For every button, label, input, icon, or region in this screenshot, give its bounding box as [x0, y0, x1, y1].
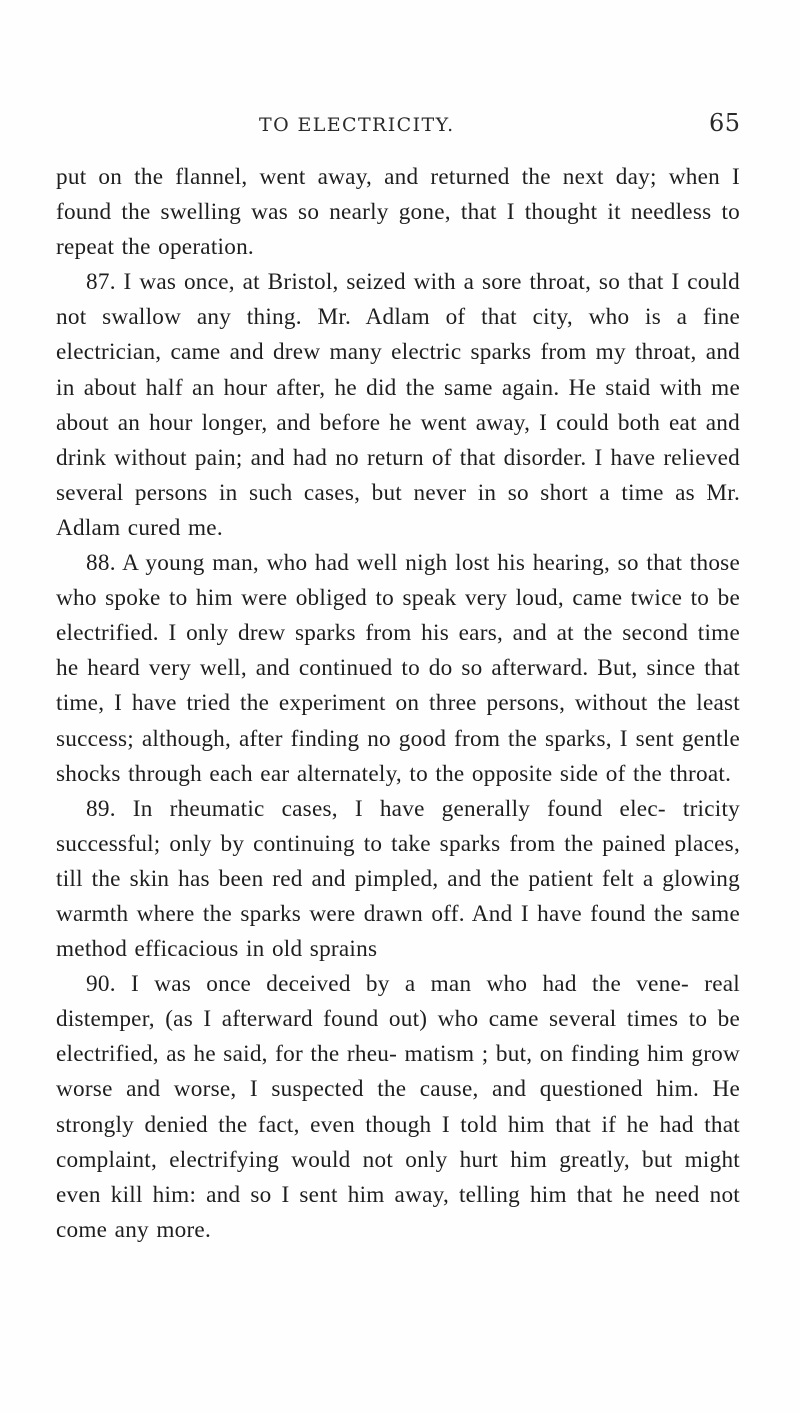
page-number: 65	[709, 109, 741, 137]
paragraph-90: 90. I was once deceived by a man who had the vene- real distemper, (as I afterward found out) who came several times to be electrified, as he said, for the rheu- matism ; but, on finding him grow worse and worse, I suspected the cause, and questioned him. He strongly denied the fact, even though I told him that if he had that complaint, electrifying would not only hurt him greatly, but might even kill him: and so I sent him away, telling him that he need not come any more.	[56, 971, 741, 1243]
paragraph-89: 89. In rheumatic cases, I have generally found elec- tricity successful; only by continuing to take sparks from the pained places, till the skin has been red and pimpled, and the patient felt a glowing warmth where the sparks were drawn off. And I have found the same method efficacious in old sprains	[56, 795, 740, 963]
body-text	[56, 160, 740, 1248]
running-head-title: TO ELECTRICITY.	[259, 114, 455, 136]
running-head	[0, 109, 800, 146]
paragraph-87: 87. I was once, at Bristol, seized with a sore throat, so that I could not swallow any thing. Mr. Adlam of that city, who is a fine electrician, came and drew many electric sparks from my throat, and in about half an hour after, he did the same again. He staid with me about an hour longer, and before he went away, I could both eat and drink without pain; and had no return of that disorder. I have relieved several persons in such cases, but never in so short a time as Mr. Adlam cured me.	[56, 269, 740, 541]
paragraph-88: 88. A young man, who had well nigh lost his hearing, so that those who spoke to him were obliged to speak very loud, came twice to be electrified. I only drew sparks from his ears, and at the second time he heard very well, and continued to do so afterward. But, since that time, I have tried the experiment on three persons, without the least success; although, after finding no good from the sparks, I sent gentle shocks through each ear alternately, to the opposite side of the throat.	[56, 550, 740, 787]
paragraph-continuation: put on the flannel, went away, and returned the next day; when I found the swelling was so nearly gone, that I thought it needless to repeat the operation.	[56, 164, 740, 261]
